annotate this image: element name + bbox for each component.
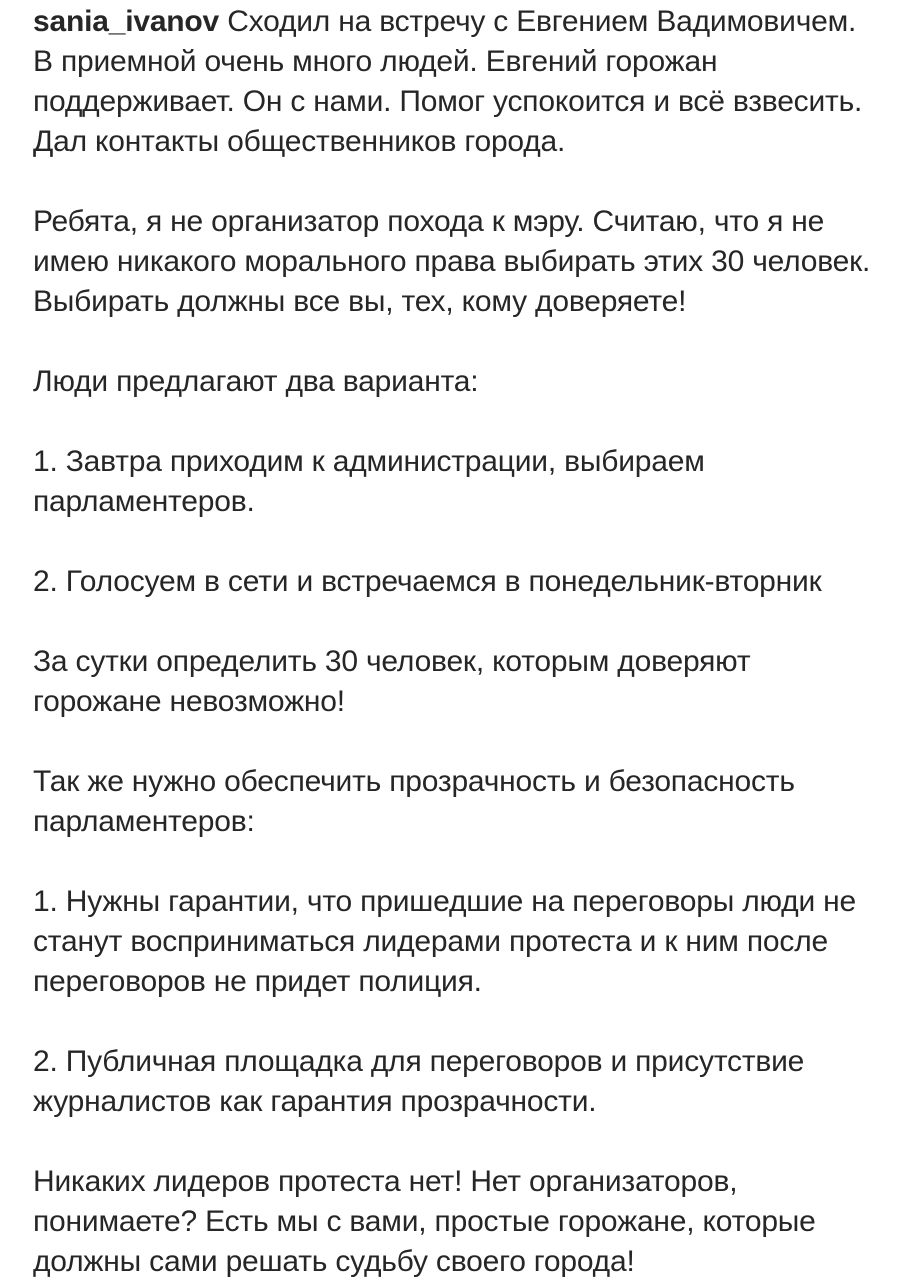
author-username-link[interactable]: sania_ivanov — [33, 5, 220, 38]
caption-paragraph: 1. Нужны гарантии, что пришедшие на переговоры люди не станут восприниматься лидерами протеста и к ним после переговоров не придет полиция. — [33, 885, 857, 998]
caption-intro-text: Сходил на встречу с Евгением Вадимовичем. В приемной очень много людей. Евгений горожан поддерживает. Он с нами. Помог успокоится и всё взвесить. Дал контакты общественников города. — [33, 5, 863, 158]
caption-paragraph: Люди предлагают два варианта: — [33, 365, 479, 398]
caption-paragraph: За сутки определить 30 человек, которым доверяют горожане невозможно! — [33, 645, 751, 718]
caption-paragraph: Никаких лидеров протеста нет! Нет организаторов, понимаете? Есть мы с вами, простые горожане, которые должны сами решать судьбу своего города! — [33, 1165, 816, 1278]
caption-paragraph: Так же нужно обеспечить прозрачность и безопасность парламентеров: — [33, 765, 795, 838]
caption-paragraph: 1. Завтра приходим к администрации, выбираем парламентеров. — [33, 445, 705, 518]
caption-paragraph: 2. Публичная площадка для переговоров и присутствие журналистов как гарантия прозрачности. — [33, 1045, 805, 1118]
caption-paragraph: 2. Голосуем в сети и встречаемся в понедельник-вторник — [33, 565, 822, 598]
caption-intro-paragraph — [33, 2, 882, 162]
caption-paragraph: Ребята, я не организатор похода к мэру. Считаю, что я не имею никакого морального права выбирать этих 30 человек. Выбирать должны все вы, тех, кому доверяете! — [33, 205, 871, 318]
